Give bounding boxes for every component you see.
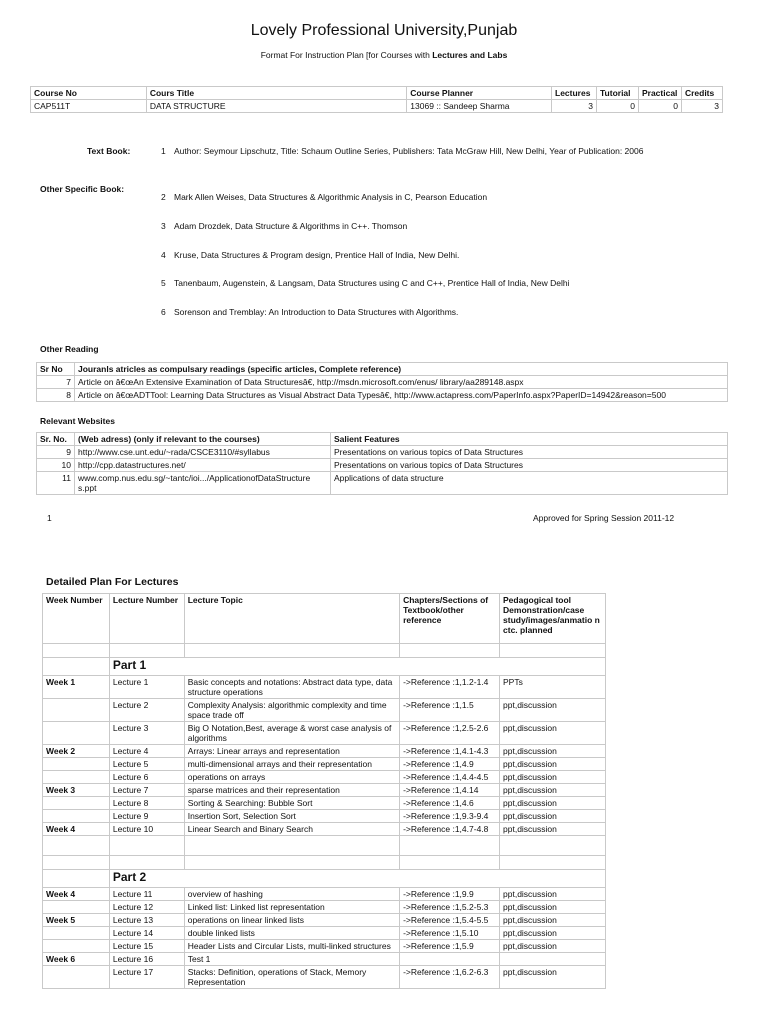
tutorial-header: Tutorial	[596, 87, 638, 100]
lecture-topic-header: Lecture Topic	[184, 594, 399, 644]
lectures-value: 3	[552, 100, 597, 113]
reading-srno-header: Sr No	[37, 363, 75, 376]
table-row	[43, 797, 606, 810]
part-title: Part 2	[109, 870, 605, 888]
chapter-reference-cell: ->Reference :1,4.7-4.8	[400, 823, 500, 836]
table-row	[43, 745, 606, 758]
chapters-header: Chapters/Sections of Textbook/other reference	[400, 594, 500, 644]
plan-header-row	[43, 594, 606, 644]
websites-header-row	[37, 433, 728, 446]
week-number-cell	[43, 797, 110, 810]
lecture-number-cell: Lecture 4	[109, 745, 184, 758]
website-feature: Applications of data structure	[331, 472, 728, 495]
table-row	[43, 914, 606, 927]
lecture-topic-cell: Complexity Analysis: algorithmic complexity and time space trade off	[184, 699, 399, 722]
week-number-cell	[43, 722, 110, 745]
lecture-topic-cell: Linked list: Linked list representation	[184, 901, 399, 914]
lecture-number-cell: Lecture 17	[109, 966, 184, 989]
part2-rows	[43, 888, 606, 989]
part1-rows	[43, 676, 606, 836]
practical-value: 0	[638, 100, 681, 113]
chapter-reference-cell: ->Reference :1,5.4-5.5	[400, 914, 500, 927]
week-number-cell: Week 5	[43, 914, 110, 927]
lecture-number-cell: Lecture 11	[109, 888, 184, 901]
website-no: 9	[37, 446, 75, 459]
lecture-number-cell: Lecture 3	[109, 722, 184, 745]
week-number-cell	[43, 940, 110, 953]
spacer-row	[43, 836, 606, 856]
other-book-no: 3	[161, 221, 166, 231]
other-reading-label: Other Reading	[40, 344, 99, 354]
course-no-header: Course No	[31, 87, 147, 100]
table-row	[43, 966, 606, 989]
course-planner-value: 13069 :: Sandeep Sharma	[407, 100, 552, 113]
lecture-number-header: Lecture Number	[109, 594, 184, 644]
lecture-number-cell: Lecture 7	[109, 784, 184, 797]
lecture-topic-cell: Basic concepts and notations: Abstract data type, data structure operations	[184, 676, 399, 699]
pedagogical-tool-cell: ppt,discussion	[500, 758, 606, 771]
lecture-number-cell: Lecture 13	[109, 914, 184, 927]
chapter-reference-cell: ->Reference :1,5.10	[400, 927, 500, 940]
course-title-header: Cours Title	[146, 87, 406, 100]
week-number-cell: Week 3	[43, 784, 110, 797]
week-number-cell: Week 6	[43, 953, 110, 966]
lecture-number-cell: Lecture 16	[109, 953, 184, 966]
lecture-topic-cell: operations on arrays	[184, 771, 399, 784]
course-value-row	[31, 100, 723, 113]
lecture-topic-cell: overview of hashing	[184, 888, 399, 901]
website-url[interactable]: http://www.cse.unt.edu/~rada/CSCE3110/#syllabus	[75, 446, 331, 459]
table-row	[43, 888, 606, 901]
lecture-number-cell: Lecture 14	[109, 927, 184, 940]
lecture-topic-cell: Sorting & Searching: Bubble Sort	[184, 797, 399, 810]
format-subtitle-text: Format For Instruction Plan [for Courses with	[260, 50, 433, 60]
lecture-plan-table	[42, 593, 606, 989]
table-row	[43, 771, 606, 784]
lecture-number-cell: Lecture 2	[109, 699, 184, 722]
lecture-topic-cell: Arrays: Linear arrays and representation	[184, 745, 399, 758]
page-number: 1	[47, 513, 52, 523]
course-table	[30, 86, 723, 113]
pedagogical-tool-cell: ppt,discussion	[500, 784, 606, 797]
other-book-no: 5	[161, 278, 166, 288]
lecture-number-cell: Lecture 5	[109, 758, 184, 771]
week-number-cell	[43, 758, 110, 771]
format-subtitle-bold: Lectures and Labs	[432, 50, 508, 60]
other-books-label: Other Specific Book:	[40, 184, 125, 194]
other-book-no: 2	[161, 192, 166, 202]
chapter-reference-cell: ->Reference :1,4.4-4.5	[400, 771, 500, 784]
table-row	[43, 810, 606, 823]
other-book-no: 6	[161, 307, 166, 317]
other-book-text: Sorenson and Tremblay: An Introduction to Data Structures with Algorithms.	[174, 307, 459, 317]
pedagogical-tool-cell: PPTs	[500, 676, 606, 699]
table-row	[43, 927, 606, 940]
other-book-text: Adam Drozdek, Data Structure & Algorithms in C++. Thomson	[174, 221, 408, 231]
other-book-no: 4	[161, 250, 166, 260]
websites-table	[36, 432, 728, 495]
course-no-value: CAP511T	[31, 100, 147, 113]
other-book-text: Tanenbaum, Augenstein, & Langsam, Data Structures using C and C++, Prentice Hall of India, New Delhi	[174, 278, 570, 288]
week-number-cell	[43, 966, 110, 989]
lectures-header: Lectures	[552, 87, 597, 100]
format-subtitle	[0, 50, 768, 60]
part-row	[43, 658, 606, 676]
reading-no: 7	[37, 376, 75, 389]
table-row	[37, 376, 728, 389]
lecture-topic-cell: Insertion Sort, Selection Sort	[184, 810, 399, 823]
part-title: Part 1	[109, 658, 605, 676]
pedagogical-tool-cell: ppt,discussion	[500, 810, 606, 823]
lecture-number-cell: Lecture 10	[109, 823, 184, 836]
other-book-text: Mark Allen Weises, Data Structures & Algorithmic Analysis in C, Pearson Education	[174, 192, 488, 202]
chapter-reference-cell: ->Reference :1,1.2-1.4	[400, 676, 500, 699]
chapter-reference-cell: ->Reference :1,2.5-2.6	[400, 722, 500, 745]
chapter-reference-cell: ->Reference :1,5.2-5.3	[400, 901, 500, 914]
approved-note: Approved for Spring Session 2011-12	[533, 513, 675, 523]
spacer-row	[43, 856, 606, 870]
table-row	[43, 676, 606, 699]
text-book-label: Text Book:	[87, 146, 131, 156]
lecture-number-cell: Lecture 12	[109, 901, 184, 914]
chapter-reference-cell: ->Reference :1,6.2-6.3	[400, 966, 500, 989]
lecture-topic-cell: multi-dimensional arrays and their representation	[184, 758, 399, 771]
chapter-reference-cell: ->Reference :1,9.9	[400, 888, 500, 901]
course-header-row	[31, 87, 723, 100]
pedagogical-tool-cell: ppt,discussion	[500, 823, 606, 836]
course-title-value: DATA STRUCTURE	[146, 100, 406, 113]
university-title: Lovely Professional University,Punjab	[250, 22, 518, 39]
chapter-reference-cell: ->Reference :1,4.1-4.3	[400, 745, 500, 758]
reading-no: 8	[37, 389, 75, 402]
table-row	[43, 758, 606, 771]
pedagogical-tool-cell: ppt,discussion	[500, 745, 606, 758]
chapter-reference-cell: ->Reference :1,4.9	[400, 758, 500, 771]
reading-text: Article on â€œADTTool: Learning Data Structures as Visual Abstract Data Typesâ€, http://www.actapress.com/PaperInfo.aspx?PaperID=14942&reason=500	[75, 389, 728, 402]
chapter-reference-cell: ->Reference :1,4.14	[400, 784, 500, 797]
lecture-number-cell: Lecture 9	[109, 810, 184, 823]
table-row	[43, 784, 606, 797]
lecture-topic-cell: sparse matrices and their representation	[184, 784, 399, 797]
websites-url-header: (Web adress) (only if relevant to the courses)	[75, 433, 331, 446]
websites-label: Relevant Websites	[40, 416, 115, 426]
pedagogical-tool-cell: ppt,discussion	[500, 901, 606, 914]
websites-srno-header: Sr. No.	[37, 433, 75, 446]
table-row	[37, 446, 728, 459]
lecture-topic-cell: operations on linear linked lists	[184, 914, 399, 927]
website-feature: Presentations on various topics of Data Structures	[331, 459, 728, 472]
chapter-reference-cell: ->Reference :1,1.5	[400, 699, 500, 722]
lecture-number-cell: Lecture 8	[109, 797, 184, 810]
website-feature: Presentations on various topics of Data Structures	[331, 446, 728, 459]
week-number-cell	[43, 927, 110, 940]
text-book-text: Author: Seymour Lipschutz, Title: Schaum Outline Series, Publishers: Tata McGraw Hill, New Delhi, Year of Publication: 2006	[174, 146, 644, 156]
table-row	[43, 940, 606, 953]
website-url[interactable]: www.comp.nus.edu.sg/~tantc/ioi.../ApplicationofDataStructure s.ppt	[75, 472, 331, 495]
chapter-reference-cell: ->Reference :1,9.3-9.4	[400, 810, 500, 823]
table-row	[37, 472, 728, 495]
week-number-cell	[43, 810, 110, 823]
table-row	[43, 901, 606, 914]
pedagogical-tool-header: Pedagogical tool Demonstration/case study/images/anmatio n ctc. planned	[500, 594, 606, 644]
lecture-topic-cell: Stacks: Definition, operations of Stack, Memory Representation	[184, 966, 399, 989]
reading-text: Article on â€œAn Extensive Examination of Data Structuresâ€, http://msdn.microsoft.com/enus/ library/aa289148.aspx	[75, 376, 728, 389]
practical-header: Practical	[638, 87, 681, 100]
pedagogical-tool-cell: ppt,discussion	[500, 771, 606, 784]
other-reading-table	[36, 362, 728, 402]
website-url[interactable]: http://cpp.datastructures.net/	[75, 459, 331, 472]
lecture-topic-cell: Test 1	[184, 953, 399, 966]
chapter-reference-cell: ->Reference :1,5.9	[400, 940, 500, 953]
chapter-reference-cell: ->Reference :1,4.6	[400, 797, 500, 810]
pedagogical-tool-cell: ppt,discussion	[500, 888, 606, 901]
pedagogical-tool-cell: ppt,discussion	[500, 722, 606, 745]
credits-header: Credits	[681, 87, 722, 100]
pedagogical-tool-cell	[500, 953, 606, 966]
credits-value: 3	[681, 100, 722, 113]
week-number-cell	[43, 771, 110, 784]
lecture-number-cell: Lecture 15	[109, 940, 184, 953]
table-row	[43, 699, 606, 722]
pedagogical-tool-cell: ppt,discussion	[500, 699, 606, 722]
week-number-cell: Week 2	[43, 745, 110, 758]
text-book-number: 1	[161, 146, 166, 156]
pedagogical-tool-cell: ppt,discussion	[500, 966, 606, 989]
week-number-cell	[43, 699, 110, 722]
lecture-topic-cell: Big O Notation,Best, average & worst case analysis of algorithms	[184, 722, 399, 745]
table-row	[37, 389, 728, 402]
table-row	[43, 823, 606, 836]
pedagogical-tool-cell: ppt,discussion	[500, 914, 606, 927]
lecture-number-cell: Lecture 1	[109, 676, 184, 699]
lecture-number-cell: Lecture 6	[109, 771, 184, 784]
week-number-cell	[43, 901, 110, 914]
course-planner-header: Course Planner	[407, 87, 552, 100]
websites-features-header: Salient Features	[331, 433, 728, 446]
spacer-row	[43, 644, 606, 658]
table-row	[43, 953, 606, 966]
chapter-reference-cell	[400, 953, 500, 966]
table-row	[37, 459, 728, 472]
reading-article-header: Jouranls atricles as compulsary readings (specific articles, Complete reference)	[75, 363, 728, 376]
website-no: 11	[37, 472, 75, 495]
lecture-topic-cell: double linked lists	[184, 927, 399, 940]
lecture-topic-cell: Header Lists and Circular Lists, multi-linked structures	[184, 940, 399, 953]
other-book-text: Kruse, Data Structures & Program design, Prentice Hall of India, New Delhi.	[174, 250, 460, 260]
week-number-cell: Week 4	[43, 823, 110, 836]
table-row	[43, 722, 606, 745]
pedagogical-tool-cell: ppt,discussion	[500, 940, 606, 953]
week-number-cell: Week 4	[43, 888, 110, 901]
website-no: 10	[37, 459, 75, 472]
pedagogical-tool-cell: ppt,discussion	[500, 927, 606, 940]
week-number-cell: Week 1	[43, 676, 110, 699]
week-number-header: Week Number	[43, 594, 110, 644]
part-row	[43, 870, 606, 888]
tutorial-value: 0	[596, 100, 638, 113]
lecture-topic-cell: Linear Search and Binary Search	[184, 823, 399, 836]
reading-header-row	[37, 363, 728, 376]
plan-title: Detailed Plan For Lectures	[46, 576, 179, 588]
pedagogical-tool-cell: ppt,discussion	[500, 797, 606, 810]
